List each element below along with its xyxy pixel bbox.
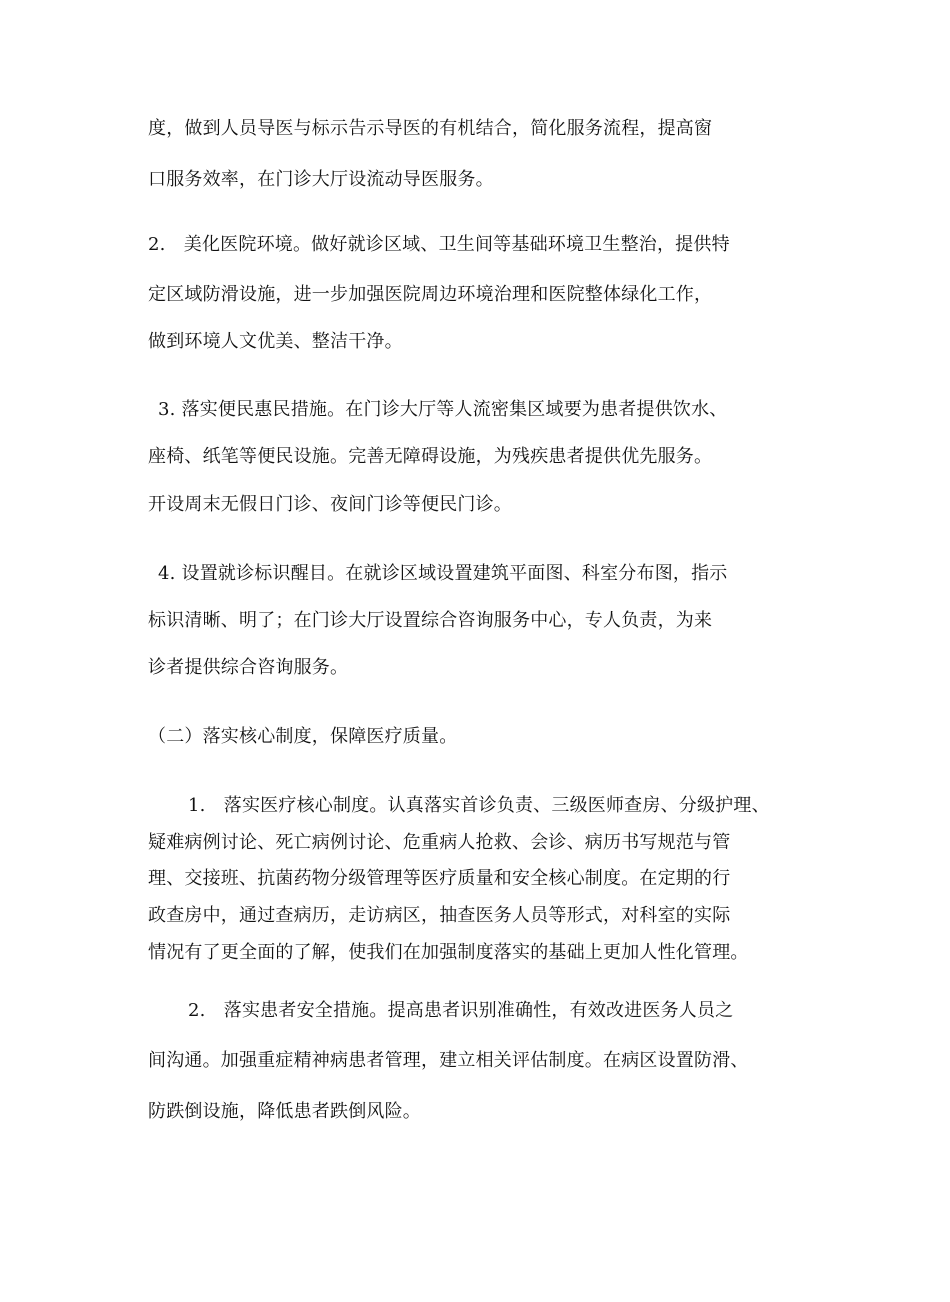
text-line: 座椅、纸笔等便民设施。完善无障碍设施，为残疾患者提供优先服务。 [148,446,713,467]
text-line: 情况有了更全面的了解，使我们在加强制度落实的基础上更加人性化管理。 [148,942,749,963]
text-line: 政查房中，通过查病历，走访病区，抽查医务人员等形式，对科室的实际 [148,905,731,926]
text-line: 2. 落实患者安全措施。提高患者识别准确性，有效改进医务人员之 [188,1000,734,1021]
text-line: 1. 落实医疗核心制度。认真落实首诊负责、三级医师查房、分级护理、 [188,795,770,816]
text-line: 度，做到人员导医与标示告示导医的有机结合，简化服务流程，提高窗 [148,118,713,139]
text-line: 3. 落实便民惠民措施。在门诊大厅等人流密集区域要为患者提供饮水、 [158,399,728,420]
text-line: 标识清晰、明了；在门诊大厅设置综合咨询服务中心，专人负责，为来 [148,610,713,631]
text-line: 做到环境人文优美、整洁干净。 [148,331,403,352]
text-line: 开设周末无假日门诊、夜间门诊等便民门诊。 [148,494,512,515]
text-line: 疑难病例讨论、死亡病例讨论、危重病人抢救、会诊、病历书写规范与管 [148,832,731,853]
text-line: 理、交接班、抗菌药物分级管理等医疗质量和安全核心制度。在定期的行 [148,868,731,889]
text-line: 4. 设置就诊标识醒目。在就诊区域设置建筑平面图、科室分布图，指示 [158,563,728,584]
text-line: 间沟通。加强重症精神病患者管理，建立相关评估制度。在病区设置防滑、 [148,1050,749,1071]
section-heading: （二）落实核心制度，保障医疗质量。 [148,726,458,747]
text-line: 诊者提供综合咨询服务。 [148,657,349,678]
text-line: 防跌倒设施，降低患者跌倒风险。 [148,1101,421,1122]
text-line: 2. 美化医院环境。做好就诊区域、卫生间等基础环境卫生整治，提供特 [148,234,730,255]
text-line: 口服务效率，在门诊大厅设流动导医服务。 [148,169,494,190]
text-line: 定区域防滑设施，进一步加强医院周边环境治理和医院整体绿化工作， [148,284,713,305]
